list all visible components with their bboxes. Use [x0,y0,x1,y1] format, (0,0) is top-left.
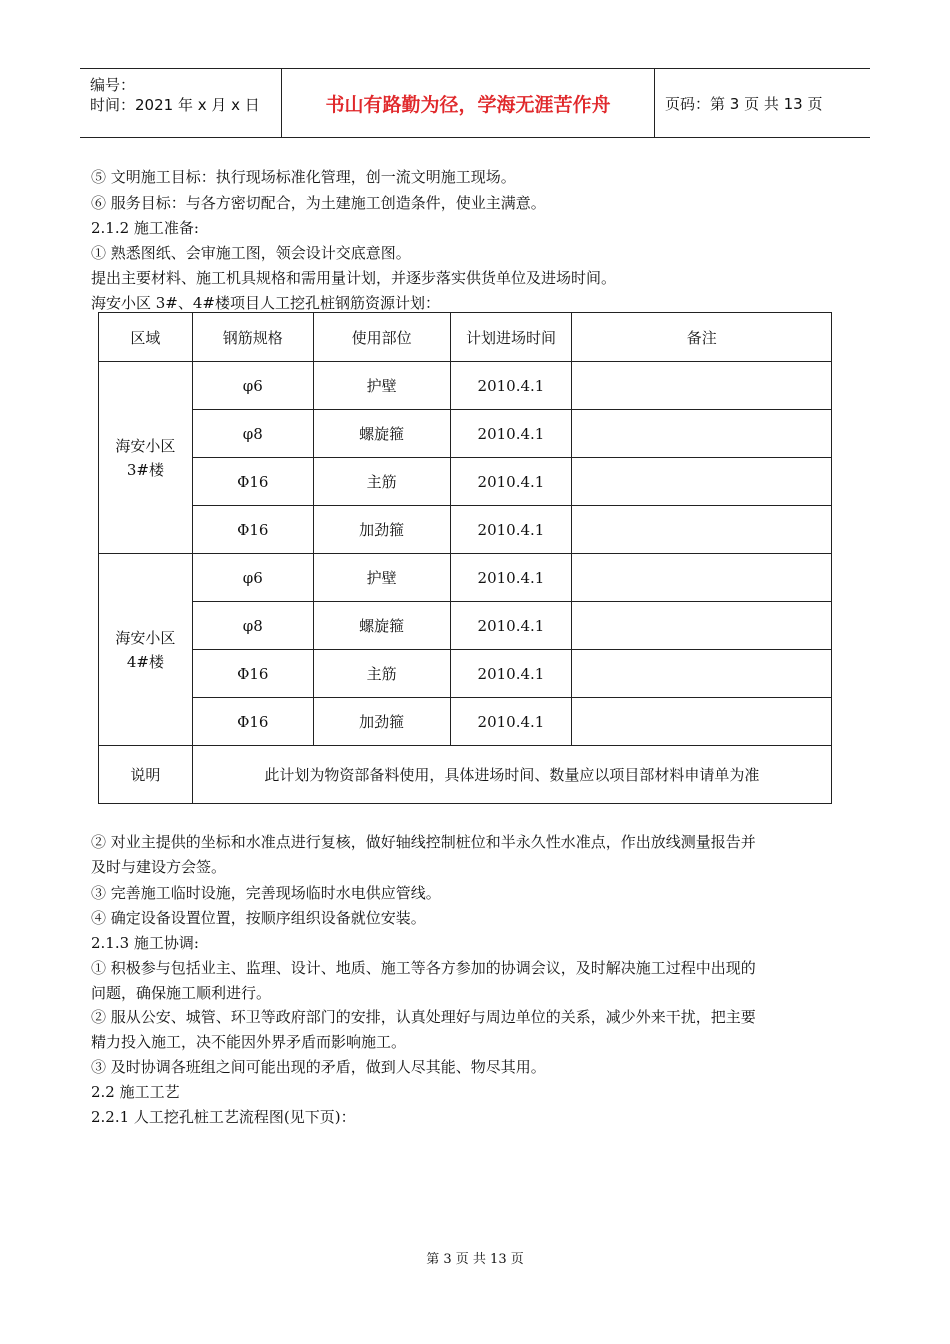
column-header: 备注 [572,313,832,362]
column-header: 计划进场时间 [450,313,572,362]
section-heading: 2.1.2 施工准备: [91,219,199,237]
header-page-number: 页码：第 3 页 共 13 页 [665,94,823,113]
part-cell: 主筋 [313,458,450,506]
spec-cell: Φ16 [192,650,313,698]
paragraph-line: 精力投入施工，决不能因外界矛盾而影响施工。 [91,1033,407,1051]
paragraph-line: ⑥ 服务目标：与各方密切配合，为土建施工创造条件，使业主满意。 [91,194,546,212]
area-cell [99,362,193,554]
column-header: 钢筋规格 [192,313,313,362]
spec-cell: φ8 [192,410,313,458]
note-cell [572,458,832,506]
paragraph-line: 及时与建设方会签。 [91,858,227,876]
table-row [99,410,832,458]
table-header-row [99,313,832,362]
area-building: 3#楼 [126,460,164,479]
date-cell: 2010.4.1 [450,650,572,698]
page-header [80,68,870,138]
part-cell: 主筋 [313,650,450,698]
date-cell: 2010.4.1 [450,698,572,746]
note-cell [572,410,832,458]
document-number-label: 编号： [90,76,136,94]
date-cell: 2010.4.1 [450,362,572,410]
area-name: 海安小区 [115,628,176,647]
part-cell: 护壁 [313,554,450,602]
table-row [99,506,832,554]
header-motto: 书山有路勤为径，学海无涯苦作舟 [282,69,655,137]
paragraph-line: ① 熟悉图纸、会审施工图，领会设计交底意图。 [91,244,411,262]
note-cell [572,602,832,650]
paragraph-line: ③ 及时协调各班组之间可能出现的矛盾，做到人尽其能、物尽其用。 [91,1058,546,1076]
section-heading: 2.2 施工工艺 [91,1083,180,1101]
note-cell [572,650,832,698]
date-cell: 2010.4.1 [450,602,572,650]
header-meta-cell [80,69,282,137]
date-cell: 2010.4.1 [450,458,572,506]
spec-cell: Φ16 [192,458,313,506]
paragraph-line: 提出主要材料、施工机具规格和需用量计划，并逐步落实供货单位及进场时间。 [91,269,617,287]
part-cell: 加劲箍 [313,506,450,554]
note-cell [572,554,832,602]
date-cell: 2010.4.1 [450,506,572,554]
paragraph-line: ① 积极参与包括业主、监理、设计、地质、施工等各方参加的协调会议，及时解决施工过程中出现的 [91,959,756,977]
remark-label: 说明 [99,746,193,804]
section-heading: 2.2.1 人工挖孔桩工艺流程图(见下页)： [91,1108,356,1126]
spec-cell: φ6 [192,554,313,602]
spec-cell: Φ16 [192,506,313,554]
document-date-label: 时间：2021 年 x 月 x 日 [90,96,260,114]
paragraph-line: 问题，确保施工顺利进行。 [91,984,272,1002]
table-row [99,698,832,746]
column-header: 使用部位 [313,313,450,362]
part-cell: 螺旋箍 [313,602,450,650]
table-caption: 海安小区 3#、4#楼项目人工挖孔桩钢筋资源计划： [91,294,440,312]
paragraph-line: ③ 完善施工临时设施，完善现场临时水电供应管线。 [91,884,441,902]
note-cell [572,506,832,554]
paragraph-line: ④ 确定设备设置位置，按顺序组织设备就位安装。 [91,909,426,927]
spec-cell: φ8 [192,602,313,650]
rebar-resource-table [98,312,832,804]
part-cell: 加劲箍 [313,698,450,746]
spec-cell: φ6 [192,362,313,410]
area-cell [99,554,193,746]
page-footer: 第 3 页 共 13 页 [426,1252,524,1267]
table-row [99,650,832,698]
part-cell: 护壁 [313,362,450,410]
note-cell [572,362,832,410]
table-remark-row [99,746,832,804]
date-cell: 2010.4.1 [450,410,572,458]
date-cell: 2010.4.1 [450,554,572,602]
table-row [99,458,832,506]
table-row [99,602,832,650]
paragraph-line: ② 对业主提供的坐标和水准点进行复核，做好轴线控制桩位和半永久性水准点，作出放线测量报告并 [91,833,756,851]
paragraph-line: ⑤ 文明施工目标：执行现场标准化管理，创一流文明施工现场。 [91,168,516,186]
table-row [99,362,832,410]
part-cell: 螺旋箍 [313,410,450,458]
section-heading: 2.1.3 施工协调: [91,934,199,952]
paragraph-line: ② 服从公安、城管、环卫等政府部门的安排，认真处理好与周边单位的关系，减少外来干扰，把主要 [91,1008,756,1026]
note-cell [572,698,832,746]
area-building: 4#楼 [126,652,164,671]
column-header: 区域 [99,313,193,362]
spec-cell: Φ16 [192,698,313,746]
area-name: 海安小区 [115,436,176,455]
remark-text: 此计划为物资部备料使用，具体进场时间、数量应以项目部材料申请单为准 [192,746,831,804]
table-row [99,554,832,602]
